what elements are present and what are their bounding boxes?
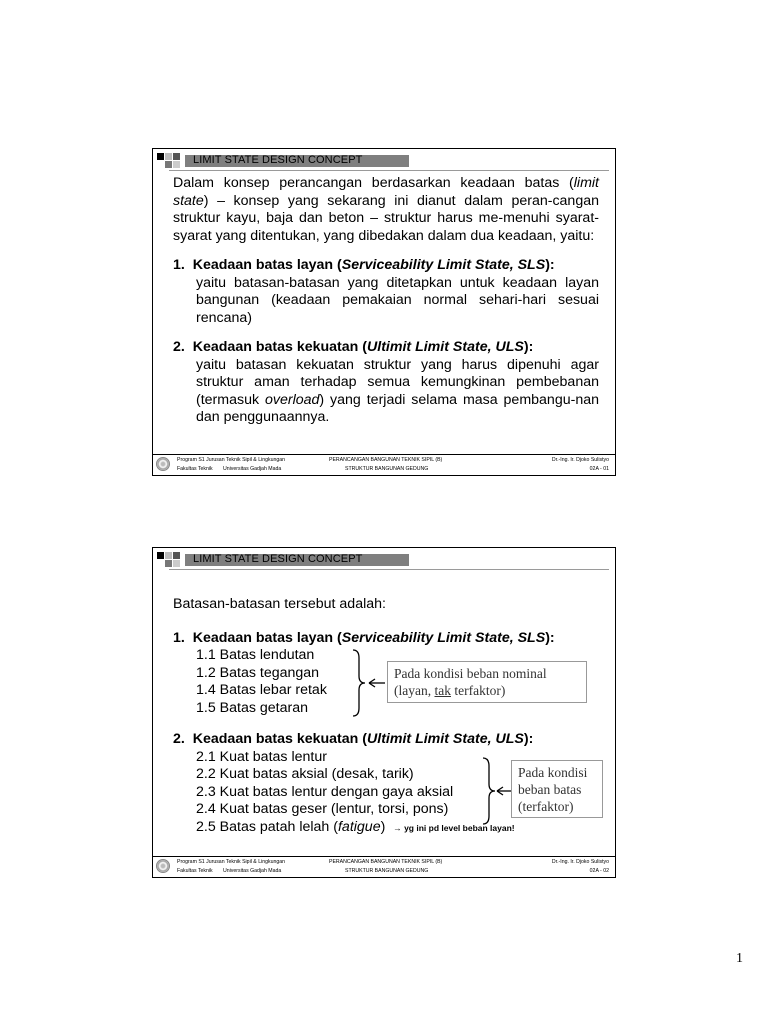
list-item (173, 339, 599, 427)
sub-list-item: 1.2 Batas tegangan (196, 664, 320, 681)
slide-2 (152, 547, 616, 878)
item-description: yaitu batasan kekuatan struktur yang harus dipenuhi agar struktur aman terhadap semua kemungkinan pembebanan (termasuk overload) yang terjadi selama masa pembangu-nan dan penggunaannya. (196, 356, 599, 425)
sub-list-item: 2.1 Kuat batas lentur (196, 748, 327, 765)
slide-title: LIMIT STATE DESIGN CONCEPT (193, 154, 363, 166)
list-item (173, 257, 599, 327)
university-seal-icon (156, 859, 170, 873)
item-heading: 1. Keadaan batas layan (Serviceability Limit State, SLS): (173, 257, 555, 273)
intro-text: Batasan-batasan tersebut adalah: (173, 596, 386, 612)
slide-title: LIMIT STATE DESIGN CONCEPT (193, 553, 363, 565)
sub-list-item: 1.5 Batas getaran (196, 699, 309, 716)
sub-list-item: 2.5 Batas patah lelah (fatigue) → yg ini pd level beban layan! (196, 818, 515, 835)
sub-list-item: 2.4 Kuat batas geser (lentur, torsi, pons) (196, 801, 449, 817)
slide-body (173, 175, 599, 427)
divider (169, 569, 609, 570)
item-heading: 2. Keadaan batas kekuatan (Ultimit Limit State, ULS): (173, 339, 534, 355)
slide-1 (152, 148, 616, 476)
callout-box-nominal: Pada kondisi beban nominal (layan, tak terfaktor) (387, 661, 587, 703)
sub-list-item: 1.1 Batas lendutan (196, 647, 315, 663)
brace-icon (479, 756, 515, 826)
divider (169, 170, 609, 171)
item-heading: 2. Keadaan batas kekuatan (Ultimit Limit State, ULS): (173, 731, 534, 747)
university-seal-icon (156, 457, 170, 471)
intro-paragraph: Dalam konsep perancangan berdasarkan keadaan batas (limit state) – konsep yang sekarang ini dianut dalam peran-cangan struktur kayu, baja dan beton – struktur harus me-menuhi syarat-syarat yang ditentukan, yang dibedakan dalam dua keadaan, yaitu: (173, 175, 599, 244)
handwritten-note: → yg ini pd level beban layan! (393, 822, 515, 833)
brace-icon (349, 648, 389, 718)
slide-footer: Program S1 Jurusan Teknik Sipil & Lingkungan Fakultas Teknik Universitas Gadjah Mada PERANCANGAN BANGUNAN TEKNIK SIPIL (B) STRUKTUR BANGUNAN GEDUNG Dr.-Ing. Ir. Djoko Sulistyo 02A - 01 (153, 454, 615, 475)
sub-list-item: 1.4 Batas lebar retak (196, 682, 327, 698)
callout-box-factored: Pada kondisi beban batas (terfaktor) (511, 760, 603, 818)
sub-list-item: 2.2 Kuat batas aksial (desak, tarik) (196, 766, 414, 782)
slide-footer: Program S1 Jurusan Teknik Sipil & Lingkungan Fakultas Teknik Universitas Gadjah Mada PERANCANGAN BANGUNAN TEKNIK SIPIL (B) STRUKTUR BANGUNAN GEDUNG Dr.-Ing. Ir. Djoko Sulistyo 02A - 02 (153, 856, 615, 877)
item-description: yaitu batasan-batasan yang ditetapkan untuk keadaan layan bangunan (keadaan pemakaian normal sehari-hari sesuai rencana) (196, 274, 599, 326)
sub-list-item: 2.3 Kuat batas lentur dengan gaya aksial (196, 783, 454, 800)
page-number: 1 (736, 951, 743, 966)
item-heading: 1. Keadaan batas layan (Serviceability Limit State, SLS): (173, 629, 555, 646)
